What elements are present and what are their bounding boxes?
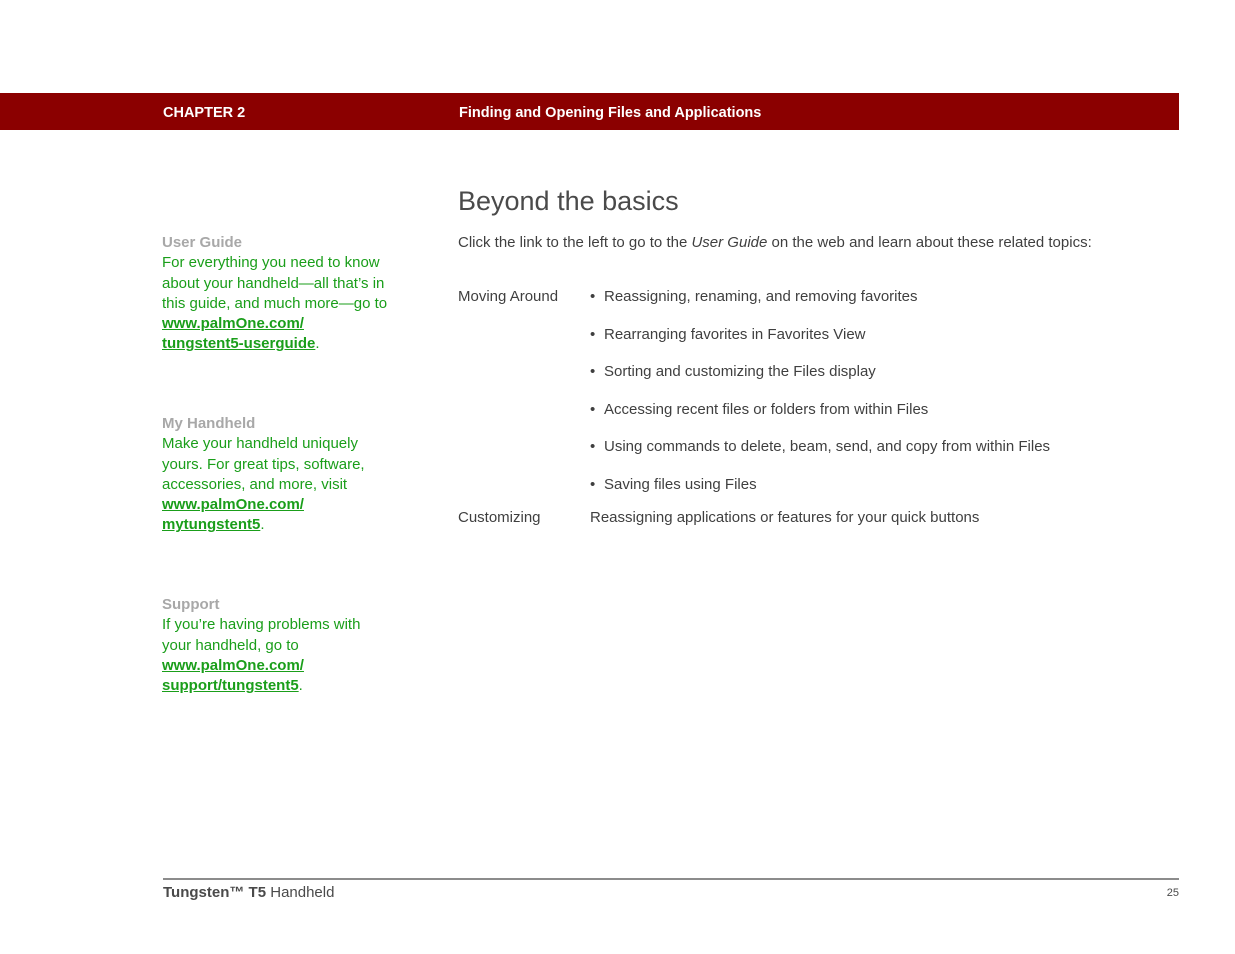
- page-number: 25: [1166, 887, 1179, 899]
- footer-product-rest: Handheld: [266, 884, 335, 901]
- topic-label-moving-around: Moving Around: [458, 288, 559, 305]
- my-handheld-heading: My Handheld: [162, 415, 256, 432]
- section-heading: Beyond the basics: [458, 186, 679, 216]
- bullet-icon: •: [590, 475, 596, 493]
- user-guide-text: [162, 253, 392, 354]
- topic-item-text: Accessing recent files or folders from within Files: [604, 400, 929, 418]
- topic-item: [590, 438, 1050, 476]
- user-guide-description: For everything you need to know about your handheld—all that’s in this guide, and much more—go to: [162, 254, 388, 312]
- intro-text-end: on the web and learn about these related topics:: [767, 234, 1092, 251]
- user-guide-suffix: .: [315, 335, 320, 353]
- sidebar-support: [162, 595, 392, 696]
- topic-item-text: Saving files using Files: [604, 475, 757, 493]
- support-description: If you’re having problems with your handheld, go to: [162, 616, 361, 654]
- sidebar-my-handheld: [162, 414, 392, 536]
- bullet-icon: •: [590, 438, 596, 455]
- user-guide-link-line1: www.palmOne.com/: [162, 315, 304, 333]
- chapter-title: Finding and Opening Files and Applications: [459, 105, 762, 121]
- intro-paragraph: [458, 234, 1092, 251]
- sidebar-user-guide: [162, 233, 392, 355]
- bullet-icon: •: [590, 363, 596, 380]
- user-guide-link-line2: tungstent5-userguide: [162, 335, 316, 353]
- topic-item-text: Sorting and customizing the Files display: [604, 363, 876, 380]
- topic-item-text: Using commands to delete, beam, send, and copy from within Files: [604, 438, 1051, 455]
- topic-item: [590, 476, 1050, 514]
- topic-item: [590, 326, 1050, 364]
- my-handheld-description: Make your handheld uniquely yours. For great tips, software, accessories, and more, visit: [162, 435, 365, 493]
- my-handheld-suffix: .: [260, 516, 265, 534]
- my-handheld-link[interactable]: [162, 496, 304, 533]
- intro-text-start: Click the link to the left to go to the: [458, 234, 692, 251]
- support-suffix: .: [298, 677, 303, 695]
- support-heading: Support: [162, 596, 220, 613]
- bullet-icon: •: [590, 325, 596, 343]
- topic-item-text: Rearranging favorites in Favorites View: [604, 325, 866, 343]
- topic-label-customizing: Customizing: [458, 509, 541, 526]
- my-handheld-link-line2: mytungstent5: [162, 516, 261, 534]
- my-handheld-link-line1: www.palmOne.com/: [162, 496, 304, 514]
- footer-divider: [163, 878, 1179, 880]
- support-link-line1: www.palmOne.com/: [162, 656, 304, 674]
- bullet-icon: •: [590, 400, 596, 418]
- chapter-label: CHAPTER 2: [163, 105, 246, 121]
- my-handheld-text: [162, 434, 392, 535]
- intro-user-guide-italic: User Guide: [691, 234, 768, 251]
- footer-product-bold: Tungsten™ T5: [163, 884, 267, 901]
- support-link-line2: support/tungstent5: [162, 677, 299, 695]
- support-text: [162, 615, 392, 696]
- user-guide-link[interactable]: [162, 315, 315, 352]
- topic-item-text: Reassigning, renaming, and removing favorites: [604, 288, 918, 305]
- moving-around-topics: [590, 288, 1050, 513]
- topic-item: [590, 363, 1050, 401]
- customizing-topic-text: Reassigning applications or features for your quick buttons: [590, 509, 980, 526]
- support-link[interactable]: [162, 657, 304, 694]
- topic-item: [590, 401, 1050, 439]
- footer-product-name: [163, 884, 334, 901]
- topic-item: [590, 288, 1050, 326]
- user-guide-heading: User Guide: [162, 234, 243, 251]
- bullet-icon: •: [590, 288, 596, 305]
